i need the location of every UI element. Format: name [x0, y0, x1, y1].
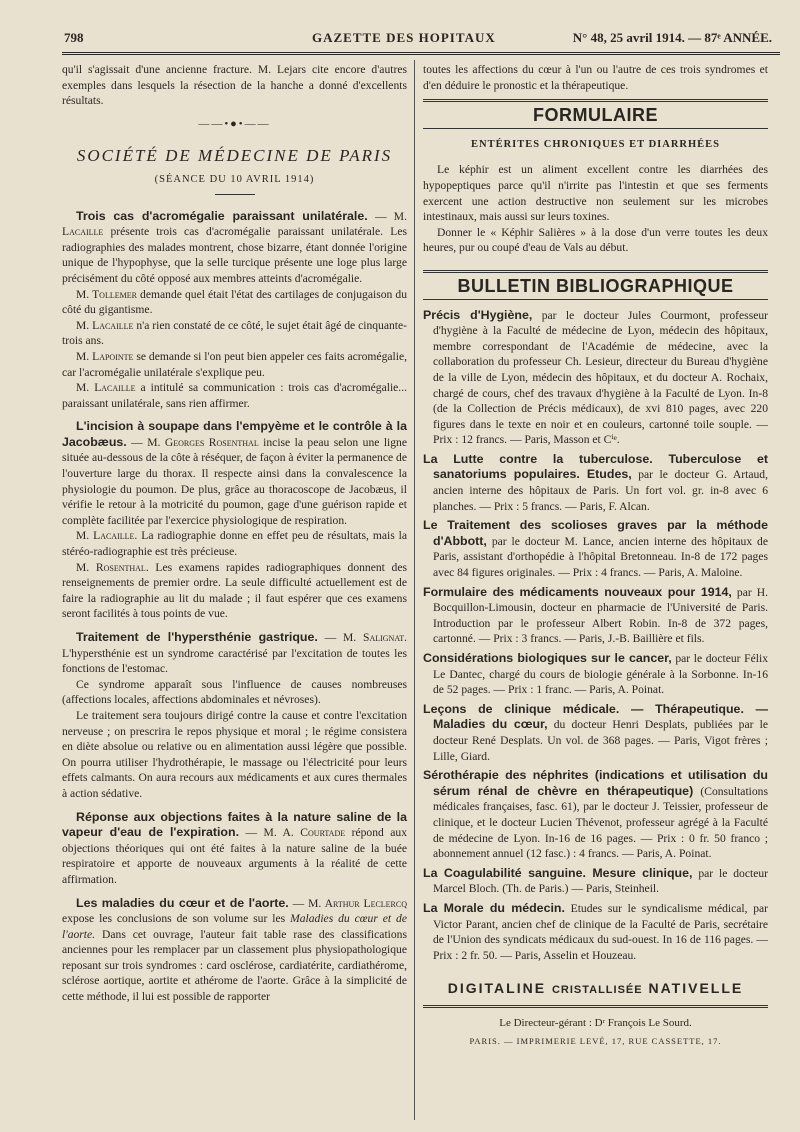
- biblio-entry-text: par le docteur Marcel Bloch. (Th. de Paris.) — Paris, Steinheil.: [433, 866, 769, 896]
- biblio-entry: [423, 866, 768, 897]
- biblio-entry-text: du docteur Henri Desplats, publiées par le docteur René Desplats. Un vol. de 368 pages. — Paris, Vigot frères ; Lille, Giard.: [433, 718, 768, 763]
- biblio-entry-text: par le docteur Jules Courmont, professeur d'hygiène à la Faculté de médecine de Lyon, médecin des hôpitaux, membre correspondant de l'Académie de médecine, avec la collaboration du professeur Ch. Lesieur, directeur du Bureau d'hygiène de la ville de Lyon, médecin des hôpitaux, et du docteur A. Rochaix, chargé de cours, chef des travaux d'hygiène à la Faculté de Lyon. In-8 (de la Collection de Précis médicaux), de xvi 810 pages, avec 220 figures dans le texte en noir et en couleurs, cartonné toile souple. — Prix : 12 francs. — Paris, Masson et Cⁱᵉ.: [433, 308, 769, 447]
- ad-main: DIGITALINE: [447, 980, 547, 997]
- formulaire-title: FORMULAIRE: [423, 99, 768, 129]
- biblio-entry-text: par le docteur M. Lance, ancien interne des hôpitaux de Paris, assistant d'orthopédie à l'hôpital Bretonneau. In-8 de 172 pages avec 84 figures originales. — Prix : 4 francs. — Paris, A. Maloine.: [433, 534, 768, 580]
- right-column: [423, 62, 768, 1050]
- article-acromegalie: Trois cas d'acromégalie paraissant unilatérale. — M. Lacaille présente trois cas d'acromégalie paraissant unilatérale. Les radiographies des malades montrent, chose bizarre, étant donnée l'origine unique de l'hypophyse, que la selle turcique présente une loge plus large précisément du côté opposé aux membres atteints d'acromégalie.: [62, 208, 407, 285]
- biblio-entry-title: Considérations biologiques sur le cancer,: [423, 651, 672, 665]
- paragraph: Donner le « Képhir Salières » à la dose d'un verre toutes les deux heures, pur ou coupé d'eau de Vals au début.: [423, 225, 768, 255]
- biblio-entry-text: (Consultations médicales françaises, fasc. 61), par le docteur J. Teissier, professeur de clinique, et le docteur Lucien Thévenot, professeur agrégé à la Faculté de médecine de Lyon. In-16 de 16 pages. — Prix : 0 fr. 50 franco ; abonnement annuel (12 fasc.) : 4 francs. — Paris, A. Poinat.: [433, 784, 768, 861]
- paragraph: M. Tollemer demande quel était l'état des cartilages de conjugaison du côté du gigantisme.: [62, 287, 407, 317]
- paragraph: M. Lacaille. La radiographie donne en effet peu de résultats, mais la stéréo-radiographie est très précieuse.: [62, 529, 407, 559]
- biblio-entry-text: par H. Bocquillon-Limousin, docteur en pharmacie de l'Université de Paris. Introduction par le professeur Albert Robin. In-8 de 372 pages, cartonné. — Prix : 3 francs. — Paris, J.-B. Baillière et fils.: [433, 585, 768, 646]
- article-title: L'incision à soupape dans l'empyème et le contrôle à la Jacobæus.: [62, 419, 407, 449]
- section-subtitle: (SÉANCE DU 10 AVRIL 1914): [154, 173, 315, 185]
- right-intro: toutes les affections du cœur à l'un ou l'autre de ces trois syndromes et d'en déduire le pronostic et la thérapeutique.: [423, 63, 768, 92]
- paragraph: M. Lacaille n'a rien constaté de ce côté, le sujet était âgé de cinquante-trois ans.: [62, 318, 408, 348]
- biblio-entry-title: La Morale du médecin.: [423, 900, 565, 915]
- article-vapeur: Réponse aux objections faites à la nature saline de la vapeur d'eau de l'expiration. — M. A. Courtade répond aux objections théoriques qui ont été faites à la nature saline de la buée respiratoire et apporte de nouveaux arguments à la réalité de cette affirmation.: [62, 809, 407, 886]
- biblio-entry-text: par le docteur Félix Le Dantec, chargé du cours de biologie générale à la Sorbonne. In-16 de 52 pages. — Prix : 1 franc. — Paris, A. Poinat.: [433, 652, 768, 697]
- journal-title: GAZETTE DES HOPITAUX: [312, 30, 496, 45]
- article-title: Réponse aux objections faites à la nature saline de la vapeur d'eau de l'expiration.: [62, 809, 407, 840]
- biblio-entry: [423, 702, 768, 764]
- biblio-entry-title: Précis d'Hygiène,: [423, 307, 533, 322]
- ornament: ——•●•——: [198, 117, 271, 130]
- biblio-entry: [423, 901, 768, 963]
- biblio-title: BULLETIN BIBLIOGRAPHIQUE: [423, 270, 768, 300]
- biblio-entry-text: par le docteur G. Artaud, ancien interne des hôpitaux de Paris. Un fort vol. gr. in-8 avec 6 planches. — Prix : 5 francs. — Paris, F. Alcan.: [433, 468, 768, 513]
- paragraph: Ce syndrome apparaît sous l'influence de causes nombreuses (affections locales, affections abdominales et névroses).: [62, 677, 407, 707]
- footer-printer: PARIS. — IMPRIMERIE LEVÉ, 17, RUE CASSETTE, 17.: [469, 1036, 722, 1047]
- article-title: Les maladies du cœur et de l'aorte.: [76, 895, 289, 910]
- biblio-entry-title: La Coagulabilité sanguine. Mesure clinique,: [423, 865, 693, 880]
- biblio-entry: [423, 452, 768, 514]
- biblio-entry: [423, 768, 768, 862]
- paragraph: Le képhir est un aliment excellent contre les diarrhées des hypopeptiques parce qu'il n'irrite pas l'intestin et que ses ferments exercent une action destructive non seulement sur les microbes intestinaux, mais aussi sur leurs toxines.: [423, 163, 768, 224]
- ad-small: CRISTALLISÉE: [551, 984, 643, 997]
- column-divider: [414, 60, 415, 1120]
- biblio-entry-title: Sérothérapie des néphrites (indications et utilisation du sérum rénal de chèvre en thérapeutique): [423, 768, 768, 798]
- biblio-entry-title: La Lutte contre la tuberculose. Tuberculose et sanatoriums populaires. Etudes,: [423, 451, 768, 482]
- advertisement: [423, 981, 768, 1008]
- paragraph: M. Lacaille a intitulé sa communication : trois cas d'acromégalie... paraissant unilatérale, sans rien affirmer.: [62, 381, 408, 410]
- biblio-entry-text: Etudes sur le syndicalisme médical, par Victor Parant, ancien chef de clinique de la Faculté de Paris, secrétaire de l'Union des syndicats médicaux du sud-ouest. In 16 de 116 pages. — Prix : 2 fr. 50. — Paris, Asselin et Houzeau.: [433, 901, 769, 962]
- biblio-entry: [423, 518, 768, 580]
- section-separator: [215, 194, 255, 195]
- formulaire-subtitle: ENTÉRITES CHRONIQUES ET DIARRHÉES: [471, 138, 720, 150]
- biblio-list: [423, 308, 768, 964]
- biblio-entry-title: Leçons de clinique médicale. — Thérapeutique. — Maladies du cœur,: [423, 701, 768, 732]
- biblio-entry-title: Le Traitement des scolioses graves par la méthode d'Abbott,: [423, 518, 768, 548]
- article-title: Trois cas d'acromégalie paraissant unilatérale.: [76, 208, 368, 223]
- article-coeur-aorte: Les maladies du cœur et de l'aorte. — M. Arthur Leclercq expose les conclusions de son volume sur les Maladies du cœur et de l'aorte. Dans cet ouvrage, l'auteur fait table rase des classifications anciennes pour les remplacer par un classement plus physiopathologique reposant sur trois syndromes : card osclérose, cardiatérite, cardiathérome, sclérose aortique, aortite et athérome de l'aorte. Grâce à la simplicité de cette méthode, il lui est possible de rapporter: [62, 895, 408, 1004]
- biblio-entry-title: Formulaire des médicaments nouveaux pour 1914,: [423, 584, 732, 599]
- biblio-entry: [423, 651, 768, 698]
- footer-gerant: Le Directeur-gérant : Dʳ François Le Sourd.: [499, 1016, 692, 1029]
- paragraph: M. Lapointe se demande si l'on peut bien appeler ces faits acromégalie, car l'acromégalie unilatérale s'explique peu.: [62, 349, 408, 379]
- issue-info: N° 48, 25 avril 1914. — 87ᵉ ANNÉE.: [572, 30, 772, 45]
- page-number: 798: [64, 30, 84, 45]
- section-title: SOCIÉTÉ DE MÉDECINE DE PARIS: [76, 146, 393, 166]
- paragraph: M. Rosenthal. Les examens rapides radiographiques donnent des renseignements de premier ordre. La seule difficulté actuellement est de faire la radiographie au lit du malade ; il faut espérer que ces examens seront facilités à tous points de vue.: [62, 560, 407, 621]
- biblio-entry: [423, 585, 768, 647]
- article-empyeme: L'incision à soupape dans l'empyème et le contrôle à la Jacobæus. — M. Georges Rosenthal incise la peau selon une ligne située au-dessous de la côte à réséquer, de façon à éviter la permanence de l'ouverture large du thorax. Il respecte ainsi dans la convalescence la physiologie du poumon. De plus, grâce au thoracoscope de Jacobæus, il vérifie le retour à la motricité du poumon, gage d'une guérison rapide et complète facilitée par l'exercice physiologique de respiration.: [62, 419, 408, 527]
- left-intro: qu'il s'agissait d'une ancienne fracture. M. Lejars cite encore d'autres exemples dans lesquels la résection de la hanche a donné d'excellents résultats.: [62, 63, 407, 108]
- paragraph: Le traitement sera toujours dirigé contre la cause et contre l'excitation nerveuse ; on prescrira le repos physique et moral ; le régime consistera en diète absolue ou relative ou en alimentation aussi légère que possible. On pourra utiliser l'hydrothérapie, le massage ou l'électricité pour leurs effets calmants. On aura recours aux médicaments et aux cures thermales à action sédative.: [62, 708, 407, 800]
- article-title: Traitement de l'hypersthénie gastrique.: [76, 630, 318, 644]
- left-column: [62, 62, 407, 1005]
- biblio-entry: [423, 308, 768, 448]
- ad-end: NATIVELLE: [648, 980, 744, 997]
- page-header: [62, 28, 780, 55]
- article-hypersthenie: Traitement de l'hypersthénie gastrique. — M. Salignat. L'hypersthénie est un syndrome caractérisé par l'excitation de toutes les fonctions de l'estomac.: [62, 630, 408, 676]
